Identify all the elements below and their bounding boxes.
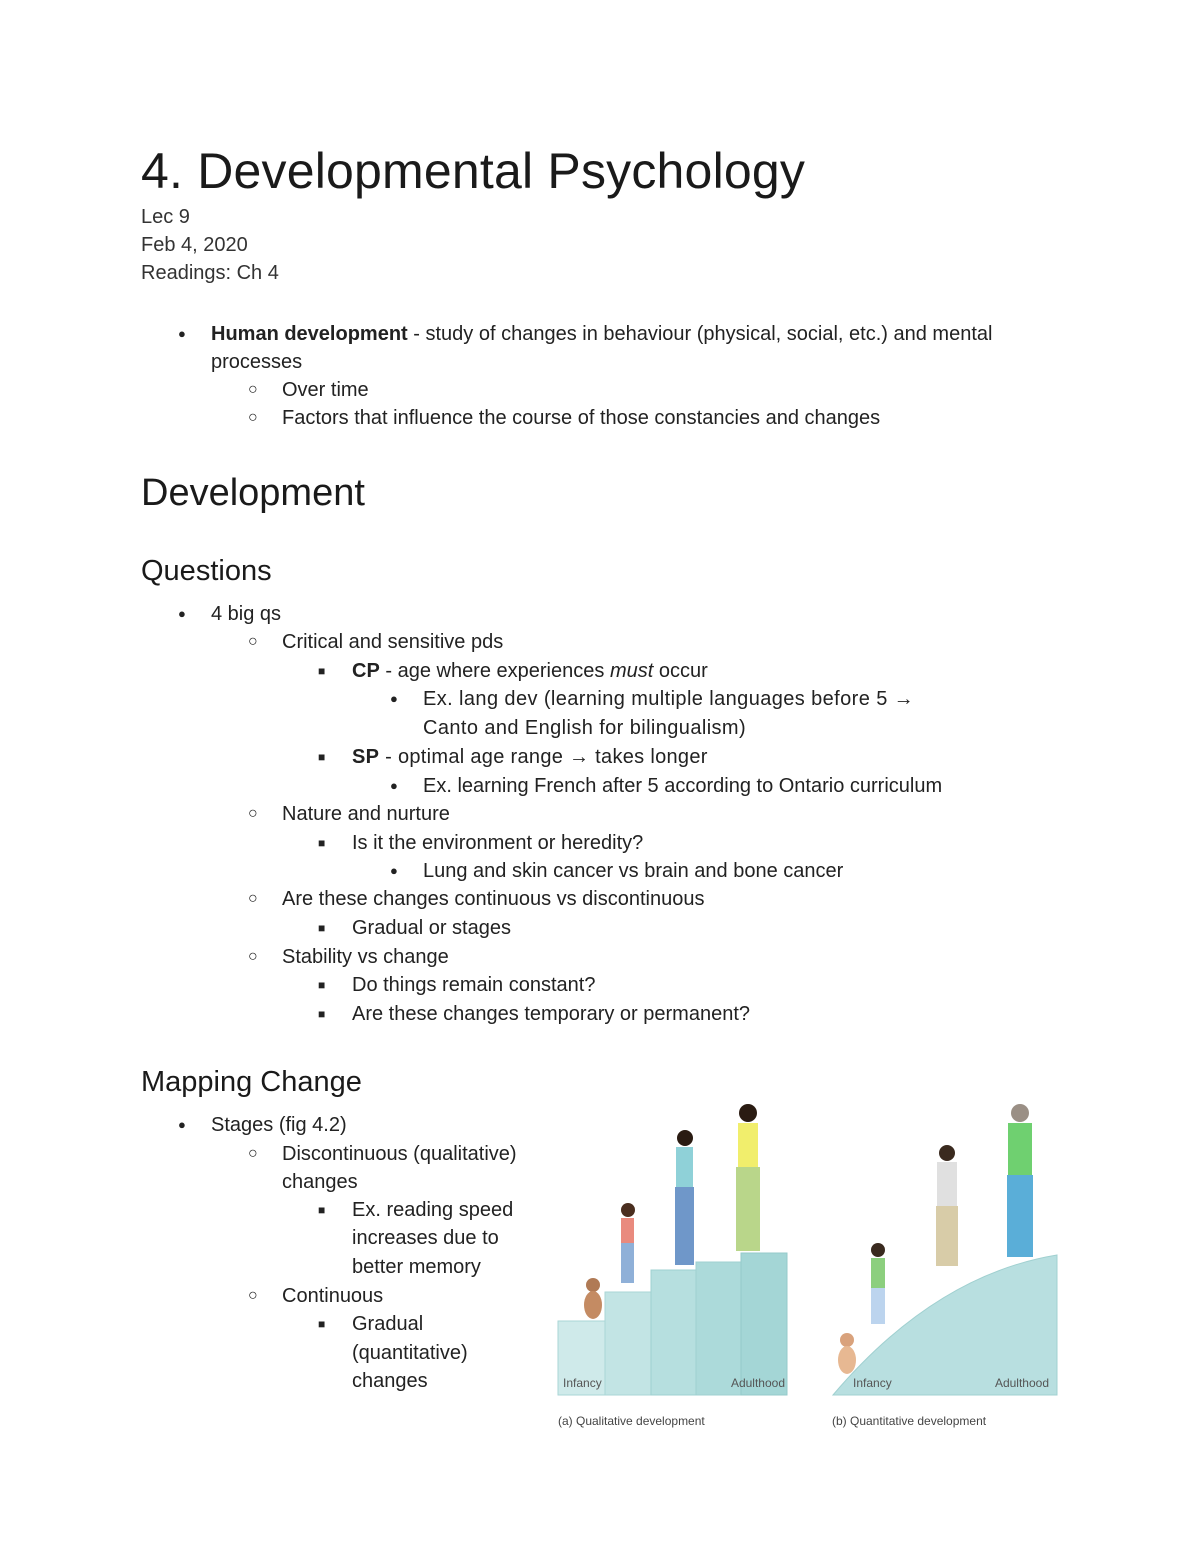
list-item-continued: changes <box>282 1171 358 1193</box>
teen-figure <box>675 1130 694 1265</box>
lecture-number: Lec 9 <box>141 206 190 228</box>
term-cp: CP <box>352 660 380 682</box>
cp-text-end: occur <box>653 660 708 682</box>
readings: Readings: Ch 4 <box>141 262 279 284</box>
list-item: ○ Stability vs change <box>282 943 449 971</box>
cp-text: - age where experiences <box>379 660 610 682</box>
panel-a-caption: (a) Qualitative development <box>558 1414 705 1428</box>
list-item: ● Stages (fig 4.2) <box>211 1111 347 1139</box>
list-item: ● 4 big qs <box>211 600 281 628</box>
list-item: ■ Ex. reading speed <box>352 1196 513 1224</box>
list-item: ● Lung and skin cancer vs brain and bone cancer <box>423 857 843 885</box>
list-item: ● Ex. learning French after 5 according to Ontario curriculum <box>423 772 942 800</box>
list-item: ○ Nature and nurture <box>282 800 450 828</box>
term-sp: SP <box>352 746 380 768</box>
list-item: ● Ex. lang dev (learning multiple languages before 5 → <box>423 685 914 713</box>
intro-sub-item: ○ Over time <box>282 376 369 404</box>
boy-figure <box>871 1243 885 1324</box>
child-figure <box>621 1203 635 1283</box>
list-item-cp <box>352 657 708 685</box>
baby-figure <box>838 1333 856 1374</box>
list-item: ■ Are these changes temporary or permanent? <box>352 1000 750 1028</box>
list-item: ■ Gradual <box>352 1310 423 1338</box>
sp-text: - optimal age range → takes longer <box>379 746 708 768</box>
list-item: ○ Critical and sensitive pds <box>282 628 503 656</box>
panel-b-caption: (b) Quantitative development <box>832 1414 987 1428</box>
list-item-continued: (quantitative) <box>352 1342 468 1364</box>
man-figure <box>936 1145 958 1266</box>
section-heading-development: Development <box>141 472 365 514</box>
list-item: ○ Are these changes continuous vs discontinuous <box>282 885 705 913</box>
page-title: 4. Developmental Psychology <box>141 143 806 199</box>
older-man-figure <box>1007 1104 1033 1257</box>
panel-qualitative <box>558 1104 787 1428</box>
panel-b-right-label: Adulthood <box>994 1376 1049 1390</box>
definition-text: - study of changes in behaviour (physical, social, etc.) and mental <box>407 323 993 345</box>
intro-bullet <box>211 320 992 348</box>
list-item: ■ Gradual or stages <box>352 914 511 942</box>
list-item-continued: changes <box>352 1370 428 1392</box>
section-heading-questions: Questions <box>141 555 272 587</box>
section-heading-mapping-change: Mapping Change <box>141 1066 362 1098</box>
list-item: ■ Is it the environment or heredity? <box>352 829 643 857</box>
list-item: ■ Do things remain constant? <box>352 971 595 999</box>
panel-a-right-label: Adulthood <box>730 1376 785 1390</box>
intro-sub-item: ○ Factors that influence the course of those constancies and changes <box>282 404 880 432</box>
panel-quantitative <box>832 1104 1057 1428</box>
list-item-sp <box>352 743 708 771</box>
infant-figure <box>584 1278 602 1319</box>
cp-emphasis: must <box>609 660 654 682</box>
list-item-continued: better memory <box>352 1256 481 1278</box>
lecture-date: Feb 4, 2020 <box>141 234 248 256</box>
list-item-continued: increases due to <box>352 1227 499 1249</box>
adult-woman-figure <box>736 1104 760 1251</box>
list-item-continued: Canto and English for bilingualism) <box>423 717 747 739</box>
term-human-development: Human development <box>211 323 408 345</box>
list-item: ○ Continuous <box>282 1282 383 1310</box>
panel-b-left-label: Infancy <box>853 1376 892 1390</box>
figure-development-stages <box>555 1095 1065 1435</box>
definition-continued: processes <box>211 351 303 373</box>
panel-a-left-label: Infancy <box>563 1376 602 1390</box>
list-item: ○ Discontinuous (qualitative) <box>282 1140 517 1168</box>
